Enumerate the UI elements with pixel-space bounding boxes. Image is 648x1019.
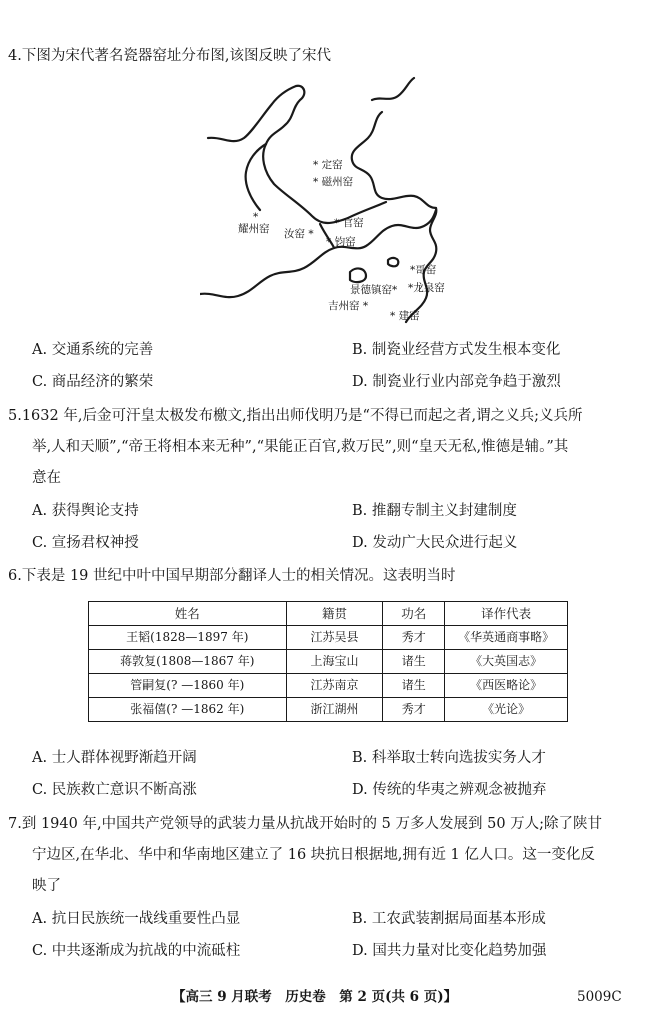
table-cell: 诸生 [383, 650, 445, 674]
q4-option-b: B. 制瓷业经营方式发生根本变化 [352, 342, 561, 358]
kiln-marker-guan: * 官窑 [334, 217, 364, 229]
page-footer: 【高三 9 月联考 历史卷 第 2 页(共 6 页)】 [172, 989, 458, 1005]
table-header-cell: 功名 [383, 602, 445, 626]
q5-option-d: D. 发动广大民众进行起义 [352, 535, 518, 551]
table-cell: 秀才 [383, 626, 445, 650]
q7-stem-line: 7.到 1940 年,中国共产党领导的武装力量从抗战开始时的 5 万多人发展到 50 万人;除了陕甘 [8, 816, 603, 832]
table-cell: 管嗣复(? —1860 年) [89, 674, 287, 698]
table-row [89, 626, 568, 650]
kiln-marker-cizhou: * 磁州窑 [313, 176, 354, 188]
q5-stem-line: 5.1632 年,后金可汗皇太极发布檄文,指出出师伐明乃是“不得已而起之者,谓之义兵;义兵所 [8, 408, 583, 424]
table-header-cell: 姓名 [89, 602, 287, 626]
table-cell: 《光论》 [445, 698, 568, 722]
lake-outline [388, 258, 398, 266]
table-cell: 江苏吴县 [286, 626, 383, 650]
q5-option-c: C. 宣扬君权神授 [32, 535, 139, 551]
q4-option-d: D. 制瓷业行业内部竞争趋于激烈 [352, 374, 561, 390]
table-cell: 《西医略论》 [445, 674, 568, 698]
q7-stem-line: 映了 [32, 878, 61, 894]
q6-stem: 6.下表是 19 世纪中叶中国早期部分翻译人士的相关情况。这表明当时 [8, 568, 456, 584]
q4-option-a: A. 交通系统的完善 [32, 342, 154, 358]
q5-option-b: B. 推翻专制主义封建制度 [352, 503, 517, 519]
kiln-marker-jian: * 建窑 [390, 310, 420, 322]
q6-option-a: A. 士人群体视野渐趋开阔 [32, 750, 197, 766]
table-header-row [89, 602, 568, 626]
table-cell: 浙江湖州 [286, 698, 383, 722]
yellow-river-line [208, 86, 386, 223]
kiln-marker-jingdezhen: 景德镇窑* [350, 284, 398, 296]
q6-option-b: B. 科举取士转向选拔实务人才 [352, 750, 546, 766]
q5-stem-line: 举,人和天顺”,“帝王将相本来无种”,“果能正百官,救万民”,则“皇天无私,惟德是辅。”其 [32, 439, 569, 455]
table-cell: 诸生 [383, 674, 445, 698]
table-cell: 秀才 [383, 698, 445, 722]
kiln-marker-ge: *哥窑 [410, 264, 437, 276]
table-header-cell: 籍贯 [286, 602, 383, 626]
kiln-marker-jun: * 钧窑 [326, 236, 356, 248]
table-cell: 《大英国志》 [445, 650, 568, 674]
table-row [89, 674, 568, 698]
q4-option-c: C. 商品经济的繁荣 [32, 374, 154, 390]
lake-outline [350, 269, 366, 283]
q7-option-b: B. 工农武装割据局面基本形成 [352, 911, 546, 927]
table-cell: 张福僖(? —1862 年) [89, 698, 287, 722]
table-cell: 蒋敦复(1808—1867 年) [89, 650, 287, 674]
table-cell: 江苏南京 [286, 674, 383, 698]
kiln-marker-yaozhou: * [253, 211, 259, 223]
q6-option-c: C. 民族救亡意识不断高涨 [32, 782, 197, 798]
q7-option-a: A. 抗日民族统一战线重要性凸显 [32, 911, 241, 927]
kiln-marker-jizhou: 吉州窑 * [328, 300, 369, 312]
kiln-marker-longquan: *龙泉窑 [408, 282, 445, 294]
q7-option-c: C. 中共逐渐成为抗战的中流砥柱 [32, 943, 241, 959]
coastline-north [352, 78, 436, 208]
yangtze-river-line [200, 210, 436, 297]
kiln-label-yaozhou: 耀州窑 [238, 223, 270, 235]
q5-stem-line: 意在 [32, 470, 61, 486]
exam-code: 5009C [577, 989, 622, 1005]
table-cell: 王韬(1828—1897 年) [89, 626, 287, 650]
kiln-marker-ding: * 定窑 [313, 159, 343, 171]
table-row [89, 650, 568, 674]
q5-option-a: A. 获得舆论支持 [32, 503, 139, 519]
q7-option-d: D. 国共力量对比变化趋势加强 [352, 943, 547, 959]
table-header-cell: 译作代表 [445, 602, 568, 626]
table-cell: 《华英通商事略》 [445, 626, 568, 650]
translators-table [88, 601, 568, 722]
q7-stem-line: 宁边区,在华北、华中和华南地区建立了 16 块抗日根据地,拥有近 1 亿人口。这一变化反 [32, 847, 595, 863]
kiln-marker-ru: 汝窑 * [284, 228, 314, 240]
q6-option-d: D. 传统的华夷之辨观念被抛弃 [352, 782, 547, 798]
table-row [89, 698, 568, 722]
table-cell: 上海宝山 [286, 650, 383, 674]
q4-stem: 4.下图为宋代著名瓷器窑址分布图,该图反映了宋代 [8, 48, 331, 64]
song-kiln-map [200, 76, 466, 328]
